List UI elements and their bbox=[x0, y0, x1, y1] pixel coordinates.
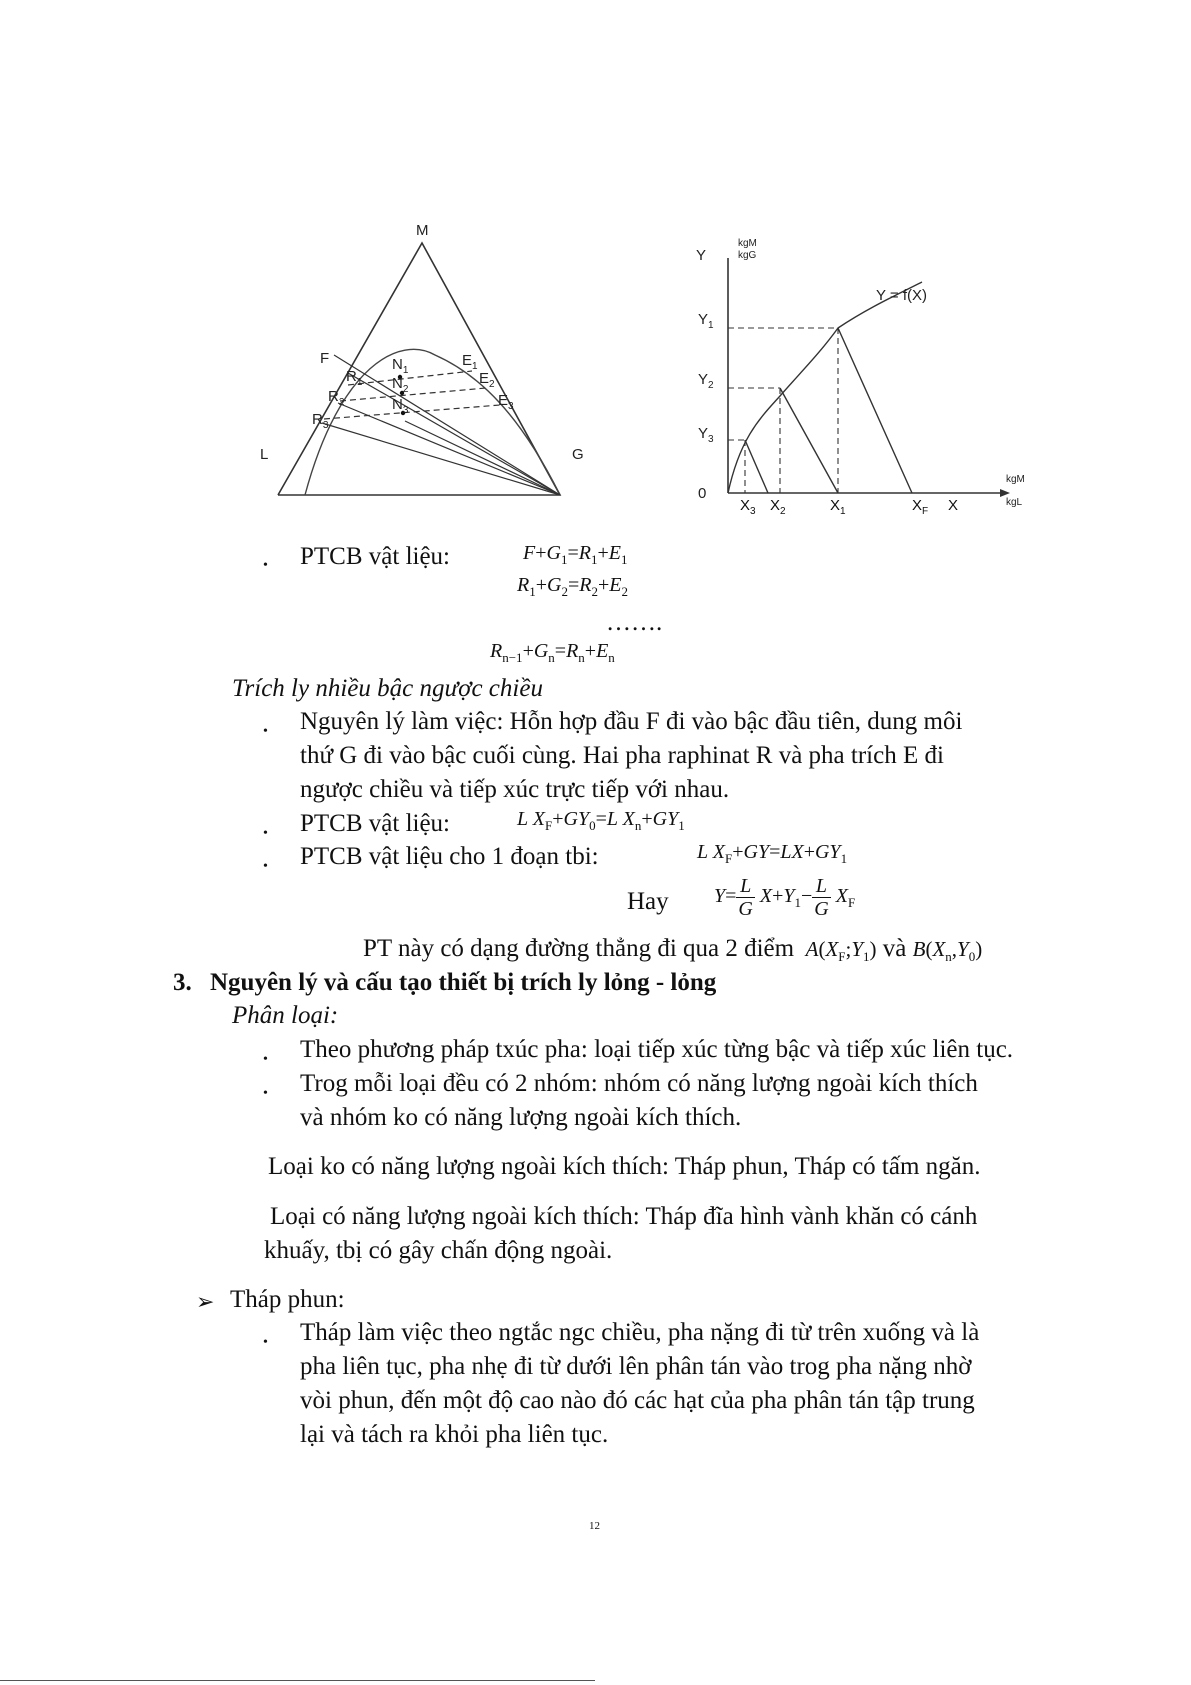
bullet-dot: • bbox=[263, 558, 268, 573]
spray-tower-line-2: pha liên tục, pha nhẹ đi từ dưới lên phân tán vào trog pha nặng nhờ bbox=[300, 1353, 972, 1380]
equation-1: $F+G_1=R_1+E_1$ bbox=[523, 542, 628, 567]
line-note: PT này có dạng đường thẳng đi qua 2 điểm $A(X_F;Y_1)$ và $B(X_n,Y_0)$ bbox=[363, 935, 983, 965]
bullet-dot: • bbox=[263, 724, 268, 739]
point-f-label: F bbox=[320, 350, 330, 367]
principle-line-1: Nguyên lý làm việc: Hỗn hợp đầu F đi vào bậc đầu tiên, dung môi bbox=[300, 708, 963, 735]
section-3-number: 3. bbox=[173, 969, 192, 996]
classification-bullet-2-line-1: Trog mỗi loại đều có 2 nhóm: nhóm có năng lượng ngoài kích thích bbox=[300, 1070, 978, 1097]
y-tick-1: $Y_1$ bbox=[698, 311, 714, 331]
point-r1-label: $R_1$ bbox=[346, 368, 363, 388]
equation-5: L $X_F+GY=LX+GY_1$ bbox=[697, 841, 848, 866]
footer-rule bbox=[0, 1680, 595, 1681]
classification-bullet-2-line-2: và nhóm ko có năng lượng ngoài kích thích. bbox=[300, 1104, 742, 1131]
energy-type-line-2: khuấy, tbị có gây chấn động ngoài. bbox=[264, 1237, 613, 1264]
point-r2-label: $R_2$ bbox=[328, 388, 345, 408]
ptcb-label-1: PTCB vật liệu: bbox=[300, 543, 450, 570]
equation-3: $R_{n-1}+G_n=R_n+E_n$ bbox=[490, 640, 615, 665]
spray-tower-line-4: lại và tách ra khỏi pha liên tục. bbox=[300, 1421, 609, 1448]
ternary-diagram bbox=[250, 215, 620, 505]
bullet-dot: • bbox=[263, 1086, 268, 1101]
energy-type-line-1: Loại có năng lượng ngoài kích thích: Tháp đĩa hình vành khăn có cánh bbox=[270, 1203, 978, 1230]
x-tick-x1: $X_1$ bbox=[830, 497, 846, 517]
spray-tower-line-1: Tháp làm việc theo ngtắc ngc chiều, pha nặng đi từ trên xuống và là bbox=[300, 1319, 980, 1346]
no-energy-type: Loại ko có năng lượng ngoài kích thích: Tháp phun, Tháp có tấm ngăn. bbox=[268, 1153, 981, 1180]
principle-line-2: thứ G đi vào bậc cuối cùng. Hai pha raphinat R và pha trích E đi bbox=[300, 742, 944, 769]
ptcb-label-2: PTCB vật liệu: bbox=[300, 810, 450, 837]
ellipsis: ……. bbox=[606, 609, 663, 636]
vertex-l-label: L bbox=[260, 446, 269, 463]
x-tick-x3: $X_3$ bbox=[740, 497, 756, 517]
y-unit-bottom: kgG bbox=[738, 250, 757, 261]
equilibrium-graph bbox=[690, 238, 1030, 523]
bullet-dot: • bbox=[263, 1052, 268, 1067]
bullet-dot: • bbox=[263, 1335, 268, 1350]
section-3-title: Nguyên lý và cấu tạo thiết bị trích ly lỏng - lỏng bbox=[210, 969, 717, 996]
equation-2: $R_1+G_2=R_2+E_2$ bbox=[517, 574, 628, 599]
page-number: 12 bbox=[589, 1520, 600, 1532]
equation-6: Y= $\frac{L}{G}$ $X+Y_1-$ $\frac{L}{G}$ $X_F$ bbox=[714, 875, 856, 920]
point-n1-label: $N_1$ bbox=[392, 356, 409, 376]
origin-label: 0 bbox=[698, 485, 707, 502]
y-tick-2: $Y_2$ bbox=[698, 371, 714, 391]
arrow-bullet-icon: ➢ bbox=[196, 1290, 215, 1315]
classification-heading: Phân loại: bbox=[232, 1002, 339, 1029]
point-e2-label: $E_2$ bbox=[479, 370, 495, 390]
section-heading-countercurrent: Trích ly nhiều bậc ngược chiều bbox=[232, 675, 543, 702]
classification-bullet-1: Theo phương pháp txúc pha: loại tiếp xúc từng bậc và tiếp xúc liên tục. bbox=[300, 1036, 1014, 1063]
x-tick-xf: $X_F$ bbox=[912, 497, 929, 517]
y-axis-label: Y bbox=[696, 247, 707, 264]
bullet-dot: • bbox=[263, 826, 268, 841]
point-n2-label: $N_2$ bbox=[392, 375, 409, 395]
principle-line-3: ngược chiều và tiếp xúc trực tiếp với nhau. bbox=[300, 776, 730, 803]
vertex-m-label: M bbox=[416, 222, 429, 239]
y-tick-3: $Y_3$ bbox=[698, 425, 714, 445]
point-e1-label: $E_1$ bbox=[462, 352, 478, 372]
y-unit-top: kgM bbox=[738, 238, 757, 249]
x-tick-x2: $X_2$ bbox=[770, 497, 786, 517]
spray-tower-heading: Tháp phun: bbox=[230, 1286, 345, 1313]
x-unit-top: kgM bbox=[1006, 474, 1025, 485]
x-axis-label: X bbox=[948, 497, 959, 514]
point-r3-label: $R_3$ bbox=[312, 411, 329, 431]
point-n3-label: $N_3$ bbox=[392, 396, 409, 416]
ptcb-label-3: PTCB vật liệu cho 1 đoạn tbi: bbox=[300, 843, 599, 870]
x-unit-bottom: kgL bbox=[1006, 497, 1023, 508]
curve-label: Y = f(X) bbox=[876, 287, 927, 304]
spray-tower-line-3: vòi phun, đến một độ cao nào đó các hạt của pha phân tán tập trung bbox=[300, 1387, 975, 1414]
hay-label: Hay bbox=[627, 888, 669, 915]
point-e3-label: $E_3$ bbox=[498, 392, 514, 412]
bullet-dot: • bbox=[263, 859, 268, 874]
equation-4: L $X_F+GY_0=L$ $X_n+GY_1$ bbox=[517, 808, 685, 833]
vertex-g-label: G bbox=[572, 446, 584, 463]
